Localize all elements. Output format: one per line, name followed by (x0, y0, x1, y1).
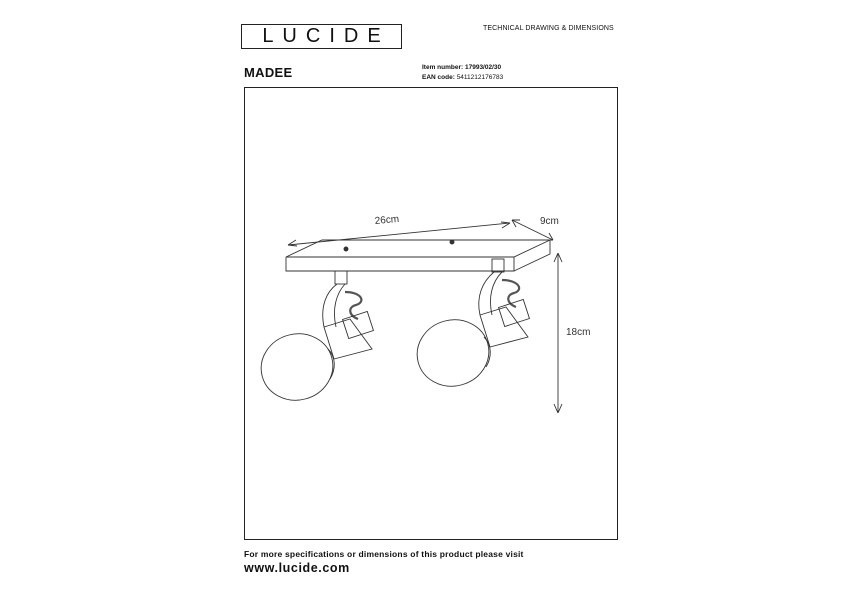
spot-left (254, 271, 374, 408)
dimension-height-label: 18cm (566, 327, 591, 338)
item-number-row (422, 63, 503, 73)
spot-left-mount (335, 271, 347, 284)
spot-left-cable (345, 292, 361, 319)
spot-right-cap (499, 299, 530, 326)
base-plate-top (286, 240, 550, 257)
dimension-height (554, 253, 562, 413)
ean-value: 5411212176783 (456, 73, 504, 81)
spot-right-cable (502, 280, 519, 307)
base-plate-front (286, 257, 514, 271)
dimension-depth-label: 9cm (540, 216, 559, 227)
base-plate-side (514, 240, 550, 271)
spot-right (410, 259, 530, 394)
item-number-value: 17993/02/30 (464, 64, 502, 71)
spot-right-bracket (479, 272, 494, 315)
ean-row (422, 73, 503, 83)
dimension-length (288, 222, 510, 246)
product-name: MADEE (244, 65, 293, 80)
brand-logo-text: LUCIDE (262, 25, 390, 47)
spot-right-mount (492, 259, 504, 272)
screw-hole-right (450, 240, 454, 244)
product-meta (422, 63, 503, 82)
footer-url[interactable]: www.lucide.com (244, 561, 350, 575)
brand-logo (241, 24, 402, 49)
footer-note: For more specifications or dimensions of this product please visit (244, 549, 524, 559)
spot-left-cap (343, 311, 374, 338)
ean-label: EAN code: (422, 73, 455, 81)
dimension-length-label: 26cm (374, 213, 400, 227)
document-heading: TECHNICAL DRAWING & DIMENSIONS (483, 25, 614, 32)
screw-hole-left (344, 247, 348, 251)
technical-drawing (244, 87, 618, 540)
item-number-label: Item number: (422, 64, 464, 71)
